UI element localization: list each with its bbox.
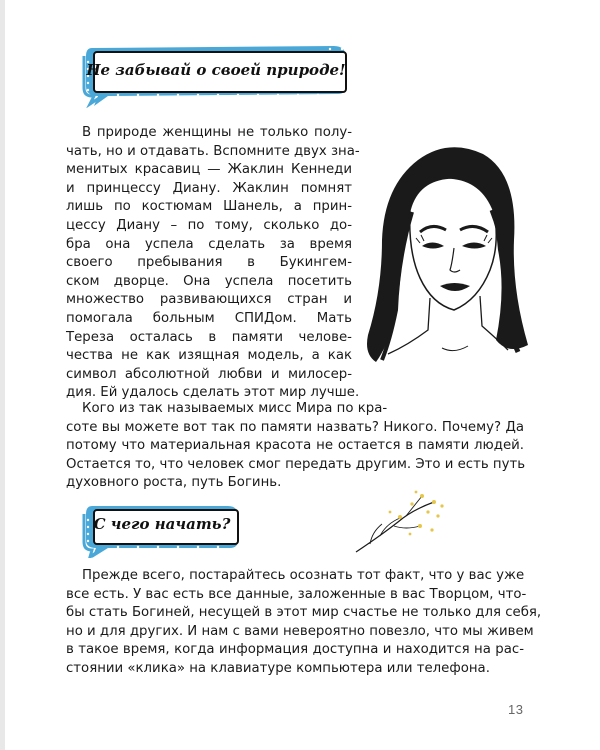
text-line: множество развивающихся стран и [66, 292, 352, 308]
text-line: бы стать Богиней, несущей в этот мир счастье не только для себя, [66, 605, 542, 621]
text-line: цессу Диану – по тому, сколько до- [66, 217, 352, 233]
text-line: помогала больным СПИДом. Мать [66, 310, 352, 326]
text-line: дия. Ей удалось сделать этот мир лучше. [66, 385, 360, 401]
text-line: стоянии «клика» на клавиатуре компьютера или телефона. [66, 660, 490, 676]
callout-start-title: С чего начать? [93, 515, 231, 533]
page-number: 13 [508, 702, 524, 717]
text-line: менитых красавиц — Жаклин Кеннеди [66, 162, 352, 178]
callout-nature-title: Не забывай о своей природе! [86, 61, 346, 79]
paragraph-women-nature [66, 124, 360, 403]
text-line: соте вы можете вот так по памяти назвать? Никого. Почему? Да [66, 419, 524, 435]
flower-sprig-icon [350, 486, 450, 558]
text-line: Остается то, что человек смог передать другим. Это и есть путь [66, 456, 526, 472]
text-line: чать, но и отдавать. Вспомните двух зна- [66, 143, 360, 159]
text-line: духовного роста, путь Богинь. [66, 475, 282, 491]
text-line: чества не как изящная модель, а как [66, 348, 352, 364]
text-line: своего пребывания в Букингем- [66, 255, 352, 271]
page-edge [0, 0, 5, 750]
text-line: бра она успела сделать за время [66, 236, 352, 252]
text-line: но и для других. И нам с вами невероятно повезло, что мы живем [66, 623, 534, 639]
text-line: Тереза осталась в памяти челове- [66, 329, 352, 345]
callout-nature [78, 42, 354, 108]
text-line: и принцессу Диану. Жаклин помнят [66, 180, 352, 196]
text-line: все есть. У вас есть все данные, заложенные в вас Творцом, что- [66, 586, 527, 602]
paragraph-where-to-start [66, 567, 542, 679]
text-line: Прежде всего, постарайтесь осознать тот факт, что у вас уже [82, 568, 525, 583]
paragraph-miss-world [66, 400, 524, 493]
woman-portrait-icon [358, 140, 538, 385]
text-line: потому что материальная красота не остается в памяти людей. [66, 438, 524, 454]
text-line: В природе женщины не только полу- [82, 125, 352, 140]
text-line: ском дворце. Она успела посетить [66, 273, 352, 289]
text-line: символ абсолютной любви и милосер- [66, 366, 352, 382]
callout-start [78, 502, 246, 558]
text-line: в такое время, когда информация доступна и находится на рас- [66, 642, 524, 658]
text-line: Кого из так называемых мисс Мира по кра- [82, 401, 388, 416]
text-line: лишь по костюмам Шанель, а прин- [66, 199, 352, 215]
